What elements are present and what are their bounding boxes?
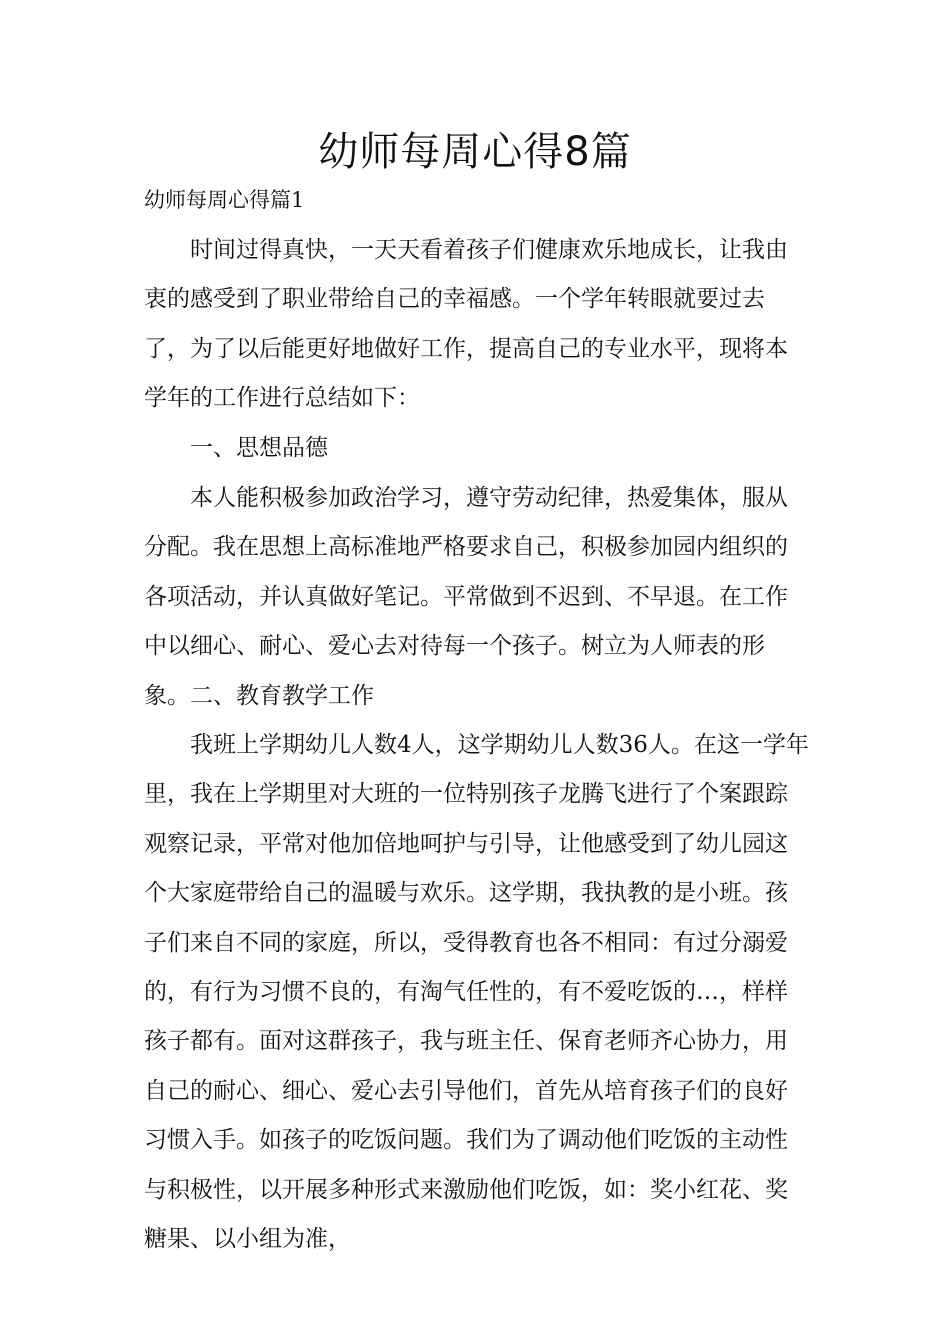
document-title: 幼师每周心得8篇 (318, 129, 632, 175)
paragraph-teaching: 我班上学期幼儿人数4人，这学期幼儿人数36人。在这一学年里，我在上学期里对大班的一位特别孩子龙腾飞进行了个案跟踪观察记录，平常对他加倍地呵护与引导，让他感受到了幼儿园这个大家庭带给自己的温暖与欢乐。这学期，我执教的是小班。孩子们来自不同的家庭，所以，受得教育也各不相同：有过分溺爱的，有行为习惯不良的，有淘气任性的，有不爱吃饭的…，样样孩子都有。面对这群孩子，我与班主任、保育老师齐心协力，用自己的耐心、细心、爱心去引导他们，首先从培育孩子们的良好习惯入手。如孩子的吃饭问题。我们为了调动他们吃饭的主动性与积极性，以开展多种形式来激励他们吃饭，如：奖小红花、奖糖果、以小组为准， (144, 732, 809, 1253)
section-subtitle: 幼师每周心得篇1 (144, 188, 305, 212)
paragraph-intro: 时间过得真快，一天天看着孩子们健康欢乐地成长，让我由衷的感受到了职业带给自己的幸福感。一个学年转眼就要过去了，为了以后能更好地做好工作，提高自己的专业水平，现将本学年的工作进行总结如下： (144, 237, 788, 412)
paragraph-moral: 本人能积极参加政治学习，遵守劳动纪律，热爱集体，服从分配。我在思想上高标准地严格要求自己，积极参加园内组织的各项活动，并认真做好笔记。平常做到不迟到、不早退。在工作中以细心、耐心、爱心去对待每一个孩子。树立为人师表的形象。 (144, 485, 788, 709)
heading-teaching: 二、教育教学工作 (190, 683, 374, 709)
heading-moral: 一、思想品德 (190, 435, 328, 461)
